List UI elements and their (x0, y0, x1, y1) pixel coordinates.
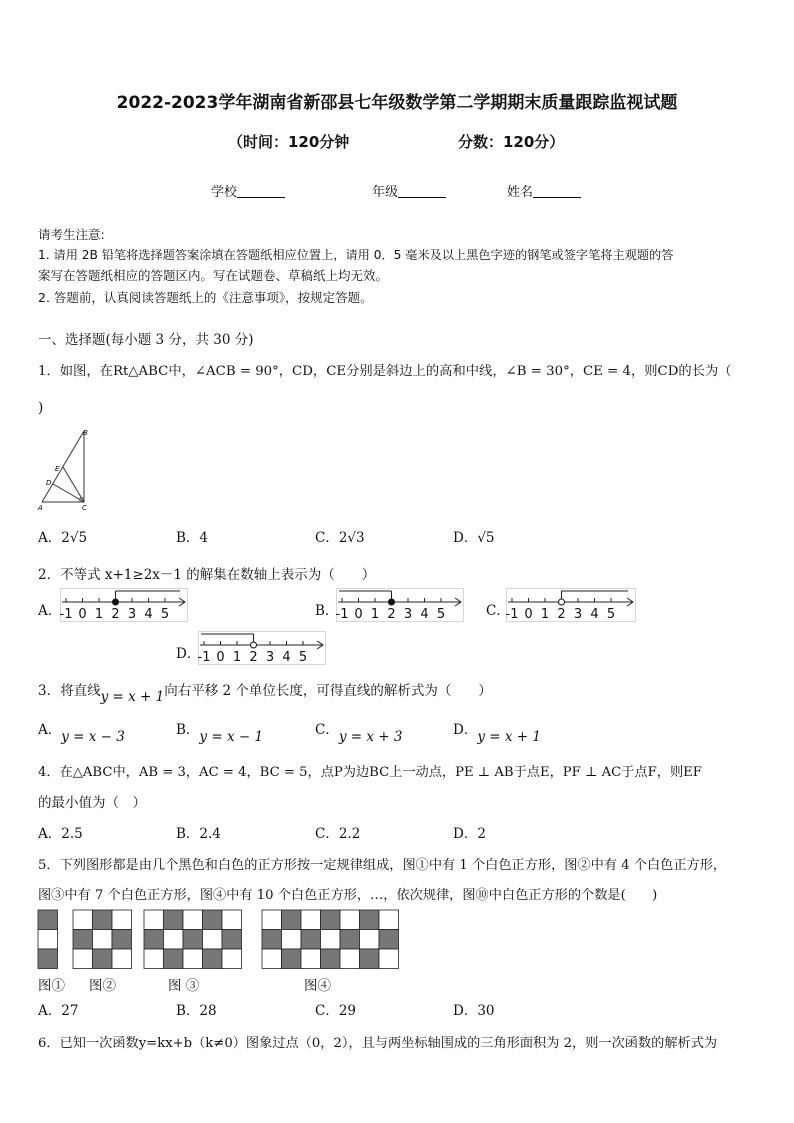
tick-label: -1 (506, 607, 519, 622)
label-a: A (38, 504, 43, 512)
exam-time: （时间：120分钟 (228, 133, 350, 151)
tick-label: -1 (336, 607, 349, 622)
tick-label: 2 (557, 607, 566, 622)
q3-option-d[interactable] (453, 718, 541, 745)
notice-line-3: 2. 答题前，认真阅读答题纸上的《注意事项》，按规定答题。 (38, 290, 373, 305)
q3-equation: y = x + 1 (100, 689, 165, 705)
q4-stem-cont: 的最小值为（ ） (38, 795, 146, 811)
name-field (507, 181, 581, 200)
tick-label: 2 (249, 650, 258, 665)
q5-option-a[interactable]: A．27 (38, 1003, 79, 1019)
label-b: B (83, 429, 88, 437)
q5-option-b[interactable]: B．28 (176, 1003, 217, 1019)
endpoint-marker (389, 599, 395, 605)
notice-line-1: 1. 请用 2B 铅笔将选择题答案涂填在答题纸相应位置上，请用 0．5 毫米及以上黑色字迹的钢笔或签字笔将主观题的答 (38, 248, 674, 262)
tick-label: -1 (60, 607, 73, 622)
q3-option-c-eq: y = x + 3 (338, 729, 403, 745)
tick-label: 3 (265, 650, 275, 665)
tick-label: 5 (160, 607, 170, 622)
exam-score: 分数：120分） (458, 133, 565, 151)
pattern-figure-2 (73, 910, 132, 969)
q2-option-b-label[interactable]: B． (315, 603, 339, 619)
q5-stem-line-1: 5．下列图形都是由几个黑色和白色的正方形按一定规律组成，图①中有 1 个白色正方形，图②中有 4 个白色正方形， (38, 858, 727, 873)
tick-label: 5 (298, 650, 308, 665)
q5-pattern-figures (36, 908, 406, 972)
q4-option-a[interactable]: A．2.5 (38, 826, 83, 842)
grade-blank (398, 185, 446, 198)
q5-option-d[interactable]: D．30 (453, 1003, 495, 1019)
q2-number-line-a (60, 588, 188, 622)
endpoint-marker (559, 599, 565, 605)
q5-stem-line-2: 图③中有 7 个白色正方形，图④中有 10 个白色正方形，…，依次规律，图⑩中白色正方形的个数是( ) (38, 888, 658, 903)
q3-option-d-eq: y = x + 1 (477, 729, 541, 745)
q1-option-c[interactable]: C．2√3 (315, 530, 365, 546)
q2-number-line-d (198, 631, 326, 665)
q5-option-c[interactable]: C．29 (315, 1003, 357, 1019)
grade-field (372, 181, 446, 200)
q4-option-d[interactable]: D．2 (453, 826, 486, 842)
q3-stem-pre: 3．将直线 (38, 683, 101, 699)
school-blank (237, 185, 285, 198)
tick-label: 3 (403, 607, 413, 622)
pattern-figure-4 (262, 910, 399, 969)
q3-option-c-label: C． (315, 722, 339, 738)
name-blank (533, 185, 581, 198)
pattern-figure-1 (38, 910, 58, 969)
q1-option-d[interactable]: D．√5 (453, 530, 495, 546)
q2-option-a-label[interactable]: A． (38, 603, 62, 619)
pattern-figure-3 (144, 910, 242, 969)
q3-option-b-label: B． (176, 722, 200, 738)
q1-triangle-figure (36, 426, 94, 512)
name-label: 姓名 (507, 185, 534, 200)
endpoint-marker (113, 599, 119, 605)
tick-label: 0 (524, 607, 533, 622)
q3-option-a-eq: y = x − 3 (61, 729, 125, 745)
section-heading: 一、选择题(每小题 3 分，共 30 分) (38, 332, 254, 348)
tick-label: -1 (198, 650, 211, 665)
page-title: 2022-2023学年湖南省新邵县七年级数学第二学期期末质量跟踪监视试题 (116, 93, 678, 113)
tick-label: 4 (420, 607, 429, 622)
label-c: C (82, 504, 87, 512)
tick-label: 5 (436, 607, 446, 622)
tick-label: 1 (232, 650, 242, 665)
tick-label: 0 (354, 607, 363, 622)
tick-label: 1 (94, 607, 104, 622)
q5-figure-label-1: 图① (38, 978, 65, 994)
q3-option-b[interactable] (176, 718, 264, 745)
q3-option-a[interactable] (38, 718, 125, 745)
notice-heading: 请考生注意: (38, 227, 105, 242)
label-d: D (46, 479, 52, 487)
tick-label: 0 (78, 607, 87, 622)
q5-figure-label-2: 图② (89, 978, 116, 994)
q2-option-c-label[interactable]: C． (486, 603, 510, 619)
tick-label: 4 (590, 607, 599, 622)
tick-label: 4 (282, 650, 291, 665)
q3-stem-post: 向右平移 2 个单位长度，可得直线的解析式为（ ） (164, 683, 492, 699)
q3-stem (38, 679, 492, 705)
endpoint-marker (251, 642, 257, 648)
q3-option-a-label: A． (38, 722, 62, 738)
tick-label: 2 (387, 607, 396, 622)
tick-label: 4 (144, 607, 153, 622)
tick-label: 0 (216, 650, 225, 665)
q2-stem: 2．不等式 x+1≥2x－1 的解集在数轴上表示为（ ） (38, 567, 376, 583)
q5-figure-label-4: 图④ (304, 978, 331, 994)
tick-label: 1 (370, 607, 380, 622)
q1-option-a[interactable]: A．2√5 (38, 530, 88, 546)
q5-figure-label-3: 图 ③ (168, 978, 200, 994)
q4-option-c[interactable]: C．2.2 (315, 826, 361, 842)
tick-label: 5 (606, 607, 616, 622)
q1-option-b[interactable]: B．4 (176, 530, 209, 546)
q3-option-d-label: D． (453, 722, 478, 738)
tick-label: 3 (573, 607, 583, 622)
q3-option-c[interactable] (315, 718, 403, 745)
q4-stem: 4．在△ABC中，AB = 3，AC = 4，BC = 5，点P为边BC上一动点，PE ⊥ AB于点E，PF ⊥ AC于点F，则EF (38, 765, 702, 780)
q2-option-d-label[interactable]: D． (176, 646, 201, 662)
school-field (211, 181, 285, 200)
q4-option-b[interactable]: B．2.4 (176, 826, 221, 842)
grade-label: 年级 (372, 185, 399, 200)
tick-label: 1 (540, 607, 550, 622)
tick-label: 3 (127, 607, 137, 622)
notice-line-2: 案写在答题纸相应的答题区内。写在试题卷、草稿纸上均无效。 (38, 268, 389, 283)
q2-number-line-c (506, 588, 636, 622)
school-label: 学校 (211, 185, 238, 200)
q1-stem: 1．如图，在Rt△ABC中，∠ACB = 90°，CD，CE分别是斜边上的高和中线，∠B = 30°，CE = 4，则CD的长为（ (38, 364, 732, 379)
label-e: E (55, 465, 60, 473)
q2-number-line-b (336, 588, 464, 622)
tick-label: 2 (111, 607, 120, 622)
q1-stem-cont: ) (38, 400, 44, 416)
q3-option-b-eq: y = x − 1 (199, 729, 264, 745)
q6-stem: 6．已知一次函数y=kx+b（k≠0）图象过点（0，2），且与两坐标轴围成的三角形面积为 2，则一次函数的解析式为 (38, 1036, 718, 1051)
